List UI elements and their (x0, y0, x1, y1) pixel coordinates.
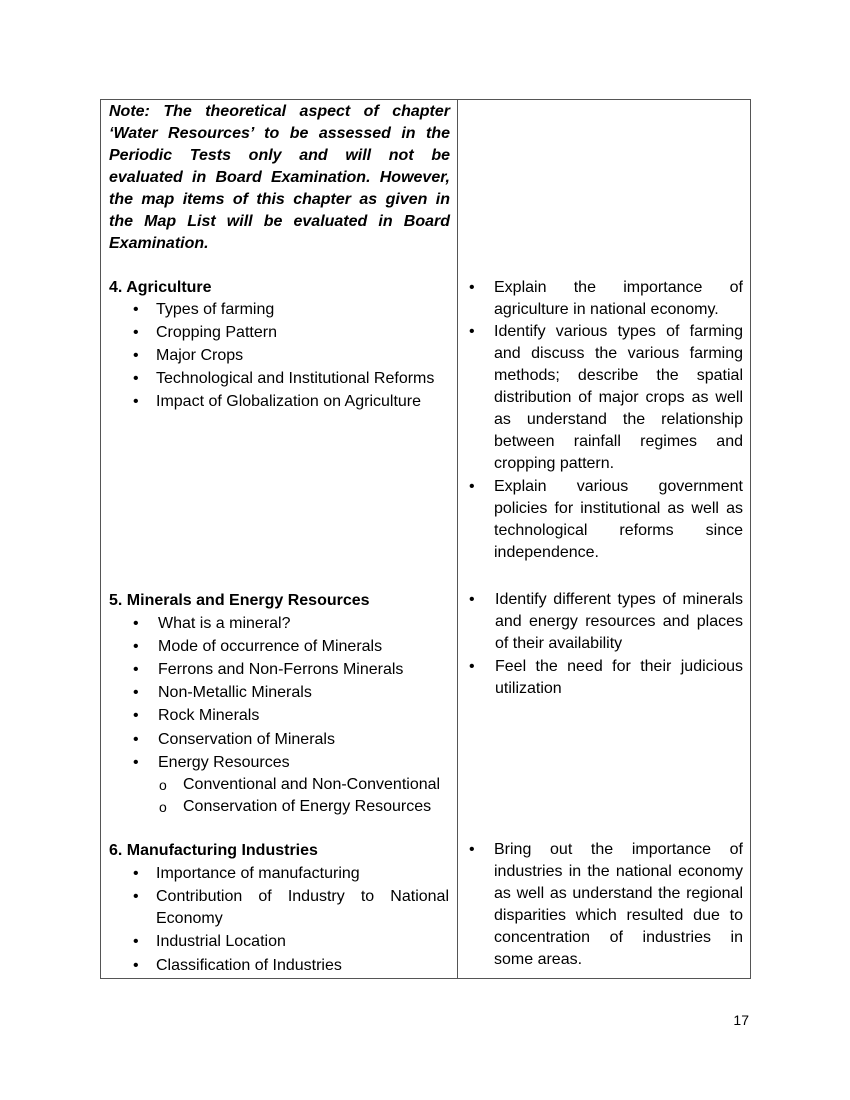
bullet-icon: • (133, 347, 139, 364)
list-item: Industrial Location (156, 933, 286, 950)
bullet-icon: • (133, 888, 139, 905)
bullet-icon: • (133, 865, 139, 882)
outcome-line: Feel the need for their judicious (495, 658, 743, 675)
outcome-line: distribution of major crops as well (494, 389, 743, 406)
bullet-icon: • (133, 731, 139, 748)
outcome-line: policies for institutional as well as (494, 500, 743, 517)
bullet-icon: • (133, 301, 139, 318)
outcome-line: as understand the relationship (494, 411, 743, 428)
circle-bullet-icon: o (159, 777, 167, 793)
bullet-icon: • (469, 591, 475, 608)
outcome-line: Explain various government (494, 478, 743, 495)
bullet-icon: • (469, 841, 475, 858)
bullet-icon: • (469, 658, 475, 675)
section-title-agriculture: 4. Agriculture (109, 279, 212, 296)
list-item: Importance of manufacturing (156, 865, 360, 882)
list-item: Types of farming (156, 301, 275, 318)
outcome-line: as well as understand the regional (494, 885, 743, 902)
outcome-line: methods; describe the spatial (494, 367, 743, 384)
list-item: Major Crops (156, 347, 244, 364)
bullet-icon: • (469, 323, 475, 340)
sub-list-item: Conservation of Energy Resources (183, 798, 432, 815)
sub-list-item: Conventional and Non-Conventional (183, 776, 441, 793)
bullet-icon: • (469, 279, 475, 296)
outcome-line: between rainfall regimes and (494, 433, 743, 450)
outcome-line: concentration of industries in (494, 929, 743, 946)
outcome-line: and discuss the various farming (494, 345, 743, 362)
list-item: Cropping Pattern (156, 324, 277, 341)
list-item: Non-Metallic Minerals (158, 684, 312, 701)
note-line: ‘Water Resources’ to be assessed in the (109, 125, 450, 142)
outcome-line: independence. (494, 544, 599, 561)
list-item: Contribution of Industry to National (156, 888, 449, 905)
bullet-icon: • (133, 684, 139, 701)
outcome-line: utilization (495, 680, 562, 697)
note-line: Note: The theoretical aspect of chapter (109, 103, 450, 120)
note-line: evaluated in Board Examination. However, (109, 169, 450, 186)
outcome-line: Identify various types of farming (494, 323, 743, 340)
outcome-line: Identify different types of minerals (495, 591, 743, 608)
list-item-continuation: Economy (156, 910, 223, 927)
syllabus-table (100, 99, 751, 979)
bullet-icon: • (133, 707, 139, 724)
note-line: Periodic Tests only and will not be (109, 147, 450, 164)
list-item: Impact of Globalization on Agriculture (156, 393, 422, 410)
bullet-icon: • (133, 324, 139, 341)
list-item: Conservation of Minerals (158, 731, 335, 748)
outcome-line: cropping pattern. (494, 455, 615, 472)
column-divider (457, 100, 458, 978)
section-title-manufacturing: 6. Manufacturing Industries (109, 842, 318, 859)
list-item: Ferrons and Non-Ferrons Minerals (158, 661, 404, 678)
outcome-line: industries in the national economy (494, 863, 743, 880)
list-item: Technological and Institutional Reforms (156, 370, 435, 387)
outcome-line: technological reforms since (494, 522, 743, 539)
page-number: 17 (733, 1012, 749, 1028)
bullet-icon: • (133, 615, 139, 632)
bullet-icon: • (133, 754, 139, 771)
outcome-line: of their availability (495, 635, 623, 652)
outcome-line: disparities which resulted due to (494, 907, 743, 924)
bullet-icon: • (133, 933, 139, 950)
list-item: Rock Minerals (158, 707, 260, 724)
bullet-icon: • (133, 957, 139, 974)
section-title-minerals: 5. Minerals and Energy Resources (109, 592, 370, 609)
list-item: Classification of Industries (156, 957, 342, 974)
outcome-line: some areas. (494, 951, 583, 968)
list-item: Mode of occurrence of Minerals (158, 638, 383, 655)
outcome-line: and energy resources and places (495, 613, 743, 630)
outcome-line: agriculture in national economy. (494, 301, 719, 318)
circle-bullet-icon: o (159, 799, 167, 815)
outcome-line: Explain the importance of (494, 279, 743, 296)
outcome-line: Bring out the importance of (494, 841, 743, 858)
bullet-icon: • (469, 478, 475, 495)
bullet-icon: • (133, 370, 139, 387)
bullet-icon: • (133, 393, 139, 410)
note-line: Examination. (109, 235, 209, 252)
bullet-icon: • (133, 638, 139, 655)
note-line: the Map List will be evaluated in Board (109, 213, 450, 230)
list-item: Energy Resources (158, 754, 290, 771)
water-resources-note (109, 101, 450, 255)
list-item: What is a mineral? (158, 615, 291, 632)
note-line: the map items of this chapter as given in (109, 191, 450, 208)
bullet-icon: • (133, 661, 139, 678)
